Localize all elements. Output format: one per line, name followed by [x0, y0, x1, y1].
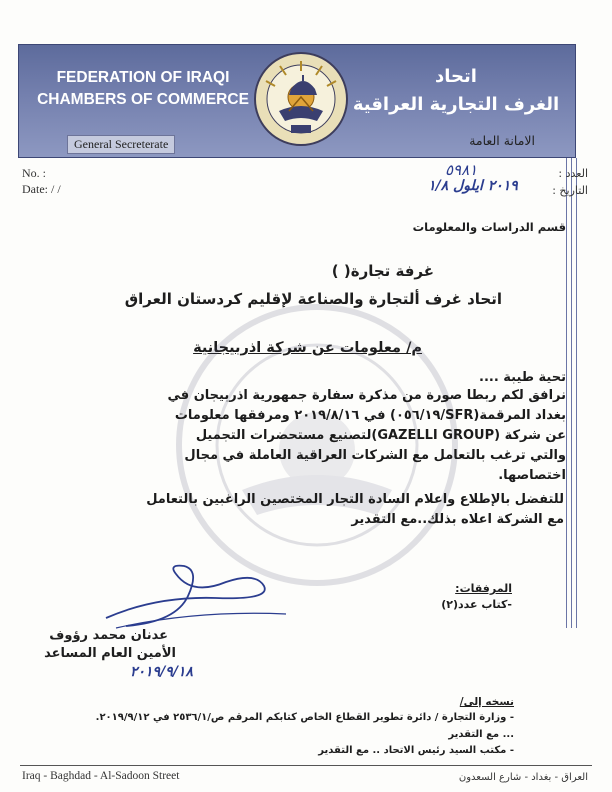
margin-rule	[566, 158, 567, 628]
recipient-line-2: اتحاد غرف ألتجارة والصناعة لإقليم كردستان العراق	[124, 290, 502, 308]
footer-address-ar: العراق - بغداد - شارع السعدون	[458, 772, 588, 783]
document-number: ٥٩٨١	[445, 161, 478, 179]
margin-rule	[576, 158, 577, 628]
closing-line: للتفضل بالإطلاع واعلام السادة التجار المختصين الراغبين بالتعامل	[146, 492, 564, 507]
federation-name-ar	[351, 63, 561, 119]
signature-date: ٢٠١٩/٩/١٨	[130, 664, 193, 680]
number-label-ar: العدد :	[558, 167, 588, 180]
department-name: قسم الدراسات والمعلومات	[412, 220, 566, 234]
attachments-item: -كتاب عدد(٢)	[441, 598, 512, 611]
general-secretariat-ar: الامانة العامة	[469, 133, 535, 148]
crest-dome-icon	[287, 75, 319, 97]
attachments-label: المرفقات:	[455, 582, 512, 595]
number-label-en: No. :	[22, 166, 46, 180]
margin-rule	[571, 158, 572, 628]
date-label-ar: التاريخ :	[552, 184, 588, 197]
copies-item: ... مع التقدير	[448, 729, 514, 740]
watermark-seal-icon	[172, 300, 462, 590]
fiic-emblem-icon	[251, 49, 351, 149]
federation-name-ar-line2: الغرف التجارية العراقية	[352, 94, 560, 115]
body-line: عن شركة (GAZELLI GROUP)لتصنيع مستحضرات التجميل	[195, 428, 566, 443]
signatory-name: عدنان محمد رؤوف	[49, 628, 168, 643]
federation-name-en-line1: FEDERATION OF IRAQI	[56, 69, 230, 86]
federation-name-en	[33, 67, 253, 111]
body-line: اختصاصها.	[498, 468, 566, 483]
signature-icon	[96, 556, 296, 636]
signatory-title: الأمين العام المساعد	[44, 646, 176, 661]
letterhead-banner	[18, 44, 576, 158]
footer-address-en: Iraq - Baghdad - Al-Sadoon Street	[22, 770, 180, 782]
general-secretariat-en: General Secreterate	[67, 135, 175, 154]
date-label-en: Date: / /	[22, 182, 61, 196]
closing-line: مع الشركة اعلاه بذلك..مع التقدير	[351, 512, 564, 527]
body-line: والتي ترغب بالتعامل مع الشركات العراقية العاملة في مجال	[184, 448, 566, 463]
federation-name-ar-line1: اتحاد	[435, 66, 477, 87]
federation-name-en-line2: CHAMBERS OF COMMERCE	[37, 91, 249, 108]
letter-subject: م/ معلومات عن شركة اذربيجانية	[193, 340, 422, 356]
copies-item: - وزارة التجارة / دائرة تطوير القطاع الخاص كتابكم المرقم ص/٢٥٣٦/١ في ٢٠١٩/٩/١٢.	[95, 712, 514, 723]
copies-label: نسخه إلى/	[459, 696, 514, 708]
body-line: بغداد المرقمة(SFR/٠٥٦/١٩) في ٢٠١٩/٨/١٦ ومرفقها معلومات	[174, 408, 566, 423]
body-line: نرافق لكم ربطا صورة من مذكرة سفارة جمهورية اذربيجان في	[167, 388, 566, 403]
footer-divider	[20, 765, 592, 766]
document-date: ٢٠١٩ ايلول ١/٨	[428, 178, 518, 194]
copies-item: - مكتب السيد رئيس الاتحاد .. مع التقدير	[318, 745, 514, 756]
recipient-line-1: غرفة تجارة( )	[331, 262, 434, 280]
greeting: تحية طيبة ....	[479, 370, 566, 385]
